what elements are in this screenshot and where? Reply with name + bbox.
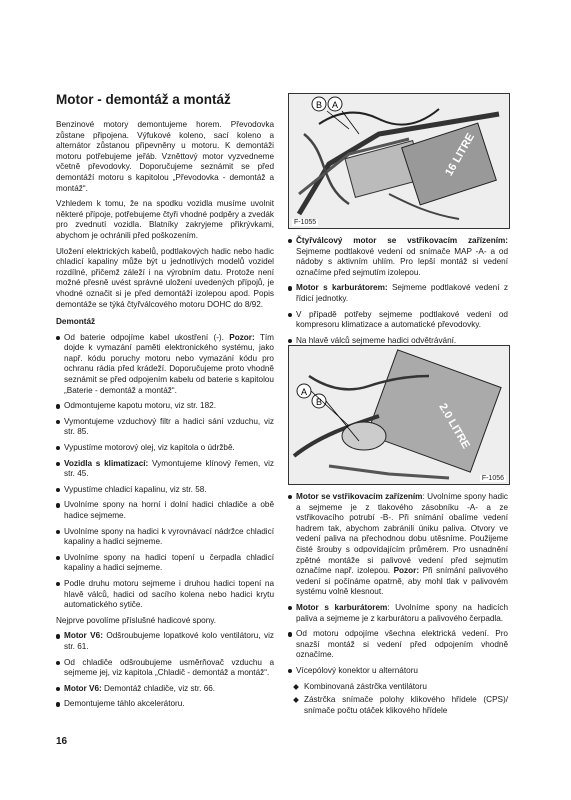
step-item: Uvolníme spony na horní i dolní hadici chladiče a obě hadice sejmeme.	[56, 500, 274, 521]
steps-list-right-2	[288, 492, 508, 716]
svg-text:B: B	[316, 397, 323, 407]
step-item: Od motoru odpojíme všechna elektrická vedení. Pro snazší montáž si vedení před odpojením vhodně označíme.	[288, 629, 508, 661]
page-title: Motor - demontáž a montáž	[56, 92, 231, 107]
step-item: Vozidla s klimatizací: Vymontujeme klínový řemen, viz str. 45.	[56, 459, 274, 480]
step-item: Uvolníme spony na hadici k vyrovnávací nádržce chladicí kapaliny a hadici sejmeme.	[56, 527, 274, 548]
left-column	[56, 92, 274, 715]
step-item: Motor se vstřikovacím zařízením: Uvolníme spony hadic a sejmeme je z tlakového zásobníku -A- a ze vstřikovacího potrubí -B-. Při snímání obalíme vedení hadrem tak, abychom zabránili úniku paliva. Otvory ve vedení paliva na přechodnou dobu utěsníme. Použijeme čisté šrouby s odpovídajícím průměrem. Pro usnadnění zpětné montáže si palivové vedení před sejmutím označíme např. izolepou. Pozor: Při snímání palivového vedení si počínáme opatrně, aby mohl tlak v palivovém systému volně klesnout.	[288, 492, 508, 598]
sub-item: Zástrčka snímače polohy klikového hřídele (CPS)/ snímače počtu otáček klikového hřídele	[288, 695, 508, 716]
engine-illustration-2	[289, 346, 509, 484]
steps-list-left	[56, 333, 274, 611]
sub-item: Kombinovaná zástrčka ventilátoru	[288, 682, 508, 693]
svg-text:B: B	[316, 100, 323, 110]
step-item: Vymontujeme vzduchový filtr a hadici sání vzduchu, viz str. 85.	[56, 417, 274, 438]
svg-text:A: A	[301, 387, 308, 397]
svg-text:16 LITRE: 16 LITRE	[443, 131, 478, 179]
step-item: Od chladiče odšroubujeme usměrňovač vzduchu a sejmeme jej, viz kapitola „Chladič - demontáž a montáž“.	[56, 658, 274, 679]
steps-list-left-2	[56, 631, 274, 710]
intro-paragraph-1: Benzinové motory demontujeme horem. Převodovka zůstane připojena. Výfukové koleno, sací koleno a alternátor zůstanou připevněny u motoru. K demontáži motoru potřebujeme jeřáb. Vzněttový motor vyzvedneme včetně převodovky. Doporučujeme seznámit se před demontáží motoru s kapitolou „Převodovka - demontáž a montáž“.	[56, 120, 274, 193]
figure-label: F-1055	[294, 219, 317, 226]
step-item: Podle druhu motoru sejmeme i druhou hadici topení na hlavě válců, hadici od sacího kolena nebo hadici krytu automatického sytiče.	[56, 579, 274, 611]
svg-text:2.0 LITRE: 2.0 LITRE	[436, 401, 472, 451]
steps-list-right-1	[288, 236, 508, 346]
engine-figure-2	[288, 345, 510, 485]
figure-label: F-1056	[481, 475, 504, 482]
step-item: Demontujeme táhlo akcelerátoru.	[56, 699, 274, 710]
step-item: Na hlavě válců sejmeme hadici odvětrávání.	[288, 336, 508, 347]
step-item: Motor s karburátorem: Sejmeme podtlakové vedení z řídicí jednotky.	[288, 283, 508, 304]
page-number: 16	[56, 736, 68, 747]
step-item: Od baterie odpojíme kabel ukostření (-). Pozor: Tím dojde k vymazání paměti elektronického systému, jako např. kódu poruchy motoru nebo vymazání kódu pro ochranu rádia před krádeží. Doporučujeme proto vhodně seznámit se před odpojením kabelu od baterie s kapitolou „Baterie - demontáž a montáž“.	[56, 333, 274, 397]
engine-figure-1	[288, 93, 510, 229]
step-item: Uvolníme spony na hadici topení u čerpadla chladicí kapaliny a hadici sejmeme.	[56, 553, 274, 574]
demontaz-heading: Demontáž	[56, 317, 96, 327]
engine-illustration-1	[289, 94, 509, 228]
step-item: Vypustíme chladicí kapalinu, viz str. 58.	[56, 485, 274, 496]
right-column	[288, 236, 508, 351]
right-column-lower	[288, 492, 508, 719]
step-item: V případě potřeby sejmeme podtlakové vedení od kompresoru klimatizace a automatické převodovky.	[288, 310, 508, 331]
step-item: Odmontujeme kapotu motoru, viz str. 182.	[56, 401, 274, 412]
povolime-note: Nejprve povolíme příslušné hadicové spony.	[56, 615, 217, 625]
step-item: Motor s karburátorem: Uvolníme spony na hadicích paliva a sejmeme je z karburátoru a palivového čerpadla.	[288, 603, 508, 624]
step-item: Čtyřválcový motor se vstřikovacím zařízením: Sejmeme podtlakové vedení od snímače MAP -A- a od nádoby s aktivním uhlím. Pro lepší montáž si vedení označíme před sejmutím izolepou.	[288, 236, 508, 278]
step-item: Vypustíme motorový olej, viz kapitola o údržbě.	[56, 443, 274, 454]
step-item: Vícepólový konektor u alternátoru	[288, 666, 508, 677]
intro-paragraph-2: Vzhledem k tomu, že na spodku vozidla musíme uvolnit některé přípoje, potřebujeme čtyři vhodné podpěry a zvedák pro zvednutí vozidla. Blatníky zakryjeme přikrývkami, abychom je ochránili před poškozením.	[56, 199, 275, 240]
svg-text:A: A	[332, 100, 339, 110]
intro-paragraph-3: Uložení elektrických kabelů, podtlakových hadic nebo hadic chladicí kapaliny může být u jednotlivých modelů vozidel rozdílné, přičemž záleží i na výrobním datu. Protože není možné přesně uvést správné uložení uvedených přípojů, je vhodné označit si je před demontáží izolepou apod. Popis demontáže se týká čtyřválcového motoru DOHC do 8/92.	[56, 246, 274, 309]
step-item: Motor V6: Odšroubujeme lopatkové kolo ventilátoru, viz str. 61.	[56, 631, 274, 652]
step-item: Motor V6: Demontáž chladiče, viz str. 66.	[56, 684, 274, 695]
